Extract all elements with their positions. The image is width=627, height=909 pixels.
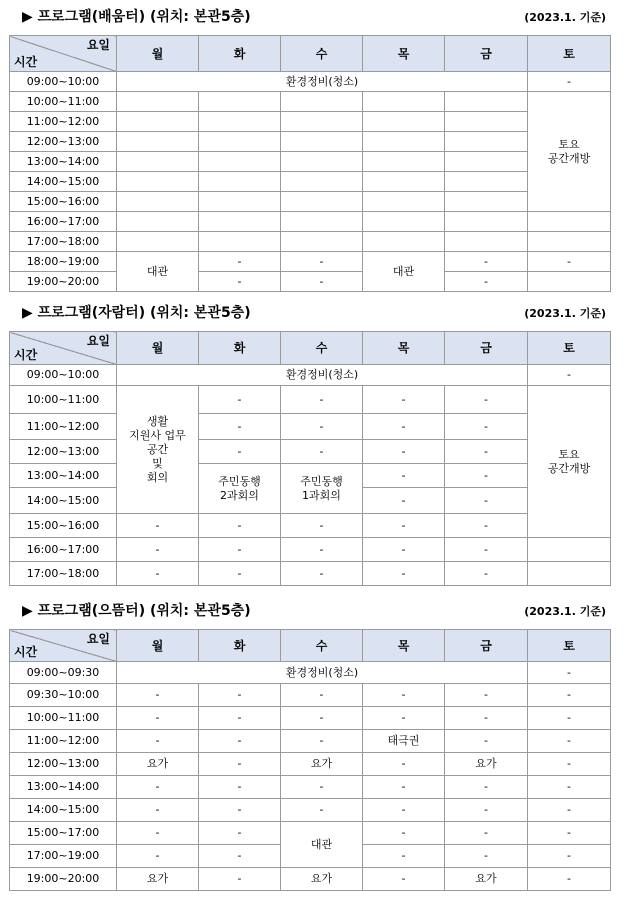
empty-marker: - bbox=[528, 753, 611, 776]
empty-marker: - bbox=[199, 252, 281, 272]
empty-marker: - bbox=[199, 845, 281, 868]
schedule-table bbox=[9, 35, 611, 292]
time-cell: 17:00~18:00 bbox=[10, 232, 117, 252]
day-header-mon: 월 bbox=[117, 332, 199, 365]
tue-meeting-cell: 주민동행 2과회의 bbox=[199, 464, 281, 514]
empty-marker: - bbox=[528, 822, 611, 845]
rental-cell: 대관 bbox=[281, 822, 363, 868]
day-header-thu: 목 bbox=[363, 630, 445, 662]
day-header-fri: 금 bbox=[445, 332, 528, 365]
time-cell: 14:00~15:00 bbox=[10, 488, 117, 514]
time-cell: 10:00~11:00 bbox=[10, 707, 117, 730]
schedule-cell bbox=[281, 232, 363, 252]
day-header-thu: 목 bbox=[363, 36, 445, 72]
time-cell: 12:00~13:00 bbox=[10, 440, 117, 464]
wed-meeting-cell: 주민동행 1과회의 bbox=[281, 464, 363, 514]
time-cell: 19:00~20:00 bbox=[10, 868, 117, 891]
empty-marker: - bbox=[445, 440, 528, 464]
empty-marker: - bbox=[281, 252, 363, 272]
corner-time-label: 시간 bbox=[14, 645, 38, 659]
empty-marker: - bbox=[199, 414, 281, 440]
time-cell: 09:00~10:00 bbox=[10, 365, 117, 386]
empty-marker: - bbox=[528, 868, 611, 891]
schedule-cell bbox=[117, 172, 199, 192]
rental-cell: 대관 bbox=[363, 252, 445, 292]
schedule-cell bbox=[528, 562, 611, 586]
empty-marker: - bbox=[281, 684, 363, 707]
table-corner-header bbox=[10, 36, 117, 72]
schedule-cell bbox=[445, 192, 528, 212]
schedule-table bbox=[9, 629, 611, 891]
yoga-cell: 요가 bbox=[445, 868, 528, 891]
time-cell: 13:00~14:00 bbox=[10, 776, 117, 799]
empty-marker: - bbox=[445, 562, 528, 586]
day-header-mon: 월 bbox=[117, 630, 199, 662]
schedule-cell bbox=[281, 92, 363, 112]
cleaning-cell: 환경정비(청소) bbox=[117, 662, 528, 684]
taekwondo-cell: 태극권 bbox=[363, 730, 445, 753]
empty-marker: - bbox=[281, 707, 363, 730]
table-corner-header bbox=[10, 630, 117, 662]
schedule-cell bbox=[199, 212, 281, 232]
schedule-cell bbox=[363, 112, 445, 132]
empty-marker: - bbox=[281, 799, 363, 822]
empty-marker: - bbox=[528, 707, 611, 730]
schedule-cell bbox=[363, 152, 445, 172]
corner-day-label: 요일 bbox=[86, 632, 110, 646]
section-title: ▶ 프로그램(으뜸터) (위치: 본관5층) bbox=[22, 603, 251, 619]
empty-marker: - bbox=[199, 514, 281, 538]
day-header-tue: 화 bbox=[199, 36, 281, 72]
empty-marker: - bbox=[117, 845, 199, 868]
day-header-tue: 화 bbox=[199, 332, 281, 365]
time-cell: 17:00~18:00 bbox=[10, 562, 117, 586]
schedule-cell bbox=[528, 538, 611, 562]
empty-marker: - bbox=[117, 684, 199, 707]
schedule-cell bbox=[281, 192, 363, 212]
schedule-cell bbox=[445, 112, 528, 132]
schedule-cell bbox=[528, 272, 611, 292]
empty-marker: - bbox=[199, 822, 281, 845]
empty-marker: - bbox=[528, 730, 611, 753]
rental-cell: 대관 bbox=[117, 252, 199, 292]
day-header-wed: 수 bbox=[281, 36, 363, 72]
schedule-cell bbox=[117, 132, 199, 152]
schedule-cell bbox=[281, 172, 363, 192]
schedule-cell bbox=[363, 232, 445, 252]
schedule-cell bbox=[117, 212, 199, 232]
empty-marker: - bbox=[117, 730, 199, 753]
time-cell: 15:00~16:00 bbox=[10, 192, 117, 212]
empty-marker: - bbox=[445, 514, 528, 538]
empty-marker: - bbox=[363, 488, 445, 514]
time-cell: 11:00~12:00 bbox=[10, 730, 117, 753]
schedule-cell bbox=[199, 112, 281, 132]
empty-marker: - bbox=[445, 464, 528, 488]
basis-date: (2023.1. 기준) bbox=[524, 307, 606, 320]
day-header-tue: 화 bbox=[199, 630, 281, 662]
schedule-cell bbox=[281, 212, 363, 232]
empty-marker: - bbox=[445, 488, 528, 514]
schedule-cell bbox=[199, 152, 281, 172]
schedule-cell bbox=[445, 172, 528, 192]
basis-date: (2023.1. 기준) bbox=[524, 605, 606, 618]
day-header-sat: 토 bbox=[528, 630, 611, 662]
empty-marker: - bbox=[281, 440, 363, 464]
empty-marker: - bbox=[445, 845, 528, 868]
time-cell: 09:00~09:30 bbox=[10, 662, 117, 684]
corner-day-label: 요일 bbox=[86, 334, 110, 348]
schedule-cell bbox=[199, 232, 281, 252]
saturday-open-cell: 토요 공간개방 bbox=[528, 386, 611, 538]
cleaning-cell: 환경정비(청소) bbox=[117, 72, 528, 92]
empty-marker: - bbox=[363, 868, 445, 891]
schedule-cell bbox=[363, 92, 445, 112]
time-cell: 13:00~14:00 bbox=[10, 152, 117, 172]
empty-marker: - bbox=[363, 799, 445, 822]
empty-marker: - bbox=[117, 776, 199, 799]
empty-marker: - bbox=[281, 538, 363, 562]
day-header-sat: 토 bbox=[528, 332, 611, 365]
empty-marker: - bbox=[117, 707, 199, 730]
empty-marker: - bbox=[199, 440, 281, 464]
section-title: ▶ 프로그램(배움터) (위치: 본관5층) bbox=[22, 9, 251, 25]
empty-marker: - bbox=[199, 799, 281, 822]
day-header-sat: 토 bbox=[528, 36, 611, 72]
empty-marker: - bbox=[528, 662, 611, 684]
empty-marker: - bbox=[445, 730, 528, 753]
schedule-cell bbox=[281, 112, 363, 132]
empty-marker: - bbox=[199, 707, 281, 730]
yoga-cell: 요가 bbox=[281, 753, 363, 776]
corner-day-label: 요일 bbox=[86, 38, 110, 52]
empty-marker: - bbox=[445, 799, 528, 822]
time-cell: 10:00~11:00 bbox=[10, 92, 117, 112]
saturday-open-cell: 토요 공간개방 bbox=[528, 92, 611, 212]
empty-marker: - bbox=[117, 514, 199, 538]
corner-time-label: 시간 bbox=[14, 55, 38, 69]
section-header bbox=[0, 300, 627, 324]
schedule-cell bbox=[445, 232, 528, 252]
empty-marker: - bbox=[445, 272, 528, 292]
time-cell: 17:00~19:00 bbox=[10, 845, 117, 868]
day-header-fri: 금 bbox=[445, 630, 528, 662]
empty-marker: - bbox=[281, 514, 363, 538]
empty-marker: - bbox=[199, 753, 281, 776]
schedule-cell bbox=[199, 172, 281, 192]
empty-marker: - bbox=[199, 538, 281, 562]
schedule-cell bbox=[117, 152, 199, 172]
schedule-table bbox=[9, 331, 611, 586]
empty-marker: - bbox=[445, 776, 528, 799]
empty-marker: - bbox=[363, 386, 445, 414]
section-header bbox=[0, 598, 627, 622]
empty-marker: - bbox=[363, 753, 445, 776]
schedule-cell bbox=[445, 152, 528, 172]
empty-marker: - bbox=[281, 272, 363, 292]
empty-marker: - bbox=[528, 252, 611, 272]
yoga-cell: 요가 bbox=[117, 868, 199, 891]
empty-marker: - bbox=[117, 799, 199, 822]
empty-marker: - bbox=[445, 252, 528, 272]
empty-marker: - bbox=[363, 776, 445, 799]
empty-marker: - bbox=[363, 845, 445, 868]
basis-date: (2023.1. 기준) bbox=[524, 11, 606, 24]
schedule-cell bbox=[117, 232, 199, 252]
corner-time-label: 시간 bbox=[14, 348, 38, 362]
empty-marker: - bbox=[528, 776, 611, 799]
time-cell: 12:00~13:00 bbox=[10, 753, 117, 776]
empty-marker: - bbox=[199, 776, 281, 799]
time-cell: 13:00~14:00 bbox=[10, 464, 117, 488]
day-header-thu: 목 bbox=[363, 332, 445, 365]
cleaning-cell: 환경정비(청소) bbox=[117, 365, 528, 386]
time-cell: 15:00~16:00 bbox=[10, 514, 117, 538]
schedule-cell bbox=[281, 152, 363, 172]
section-header bbox=[0, 4, 627, 28]
empty-marker: - bbox=[199, 386, 281, 414]
empty-marker: - bbox=[528, 365, 611, 386]
schedule-cell bbox=[117, 112, 199, 132]
time-cell: 14:00~15:00 bbox=[10, 172, 117, 192]
schedule-cell bbox=[117, 92, 199, 112]
day-header-fri: 금 bbox=[445, 36, 528, 72]
empty-marker: - bbox=[528, 799, 611, 822]
time-cell: 11:00~12:00 bbox=[10, 112, 117, 132]
empty-marker: - bbox=[445, 386, 528, 414]
empty-marker: - bbox=[281, 414, 363, 440]
empty-marker: - bbox=[281, 776, 363, 799]
day-header-wed: 수 bbox=[281, 630, 363, 662]
empty-marker: - bbox=[363, 538, 445, 562]
empty-marker: - bbox=[363, 562, 445, 586]
schedule-cell bbox=[363, 192, 445, 212]
empty-marker: - bbox=[445, 822, 528, 845]
empty-marker: - bbox=[445, 684, 528, 707]
schedule-cell bbox=[363, 212, 445, 232]
empty-marker: - bbox=[528, 72, 611, 92]
empty-marker: - bbox=[363, 684, 445, 707]
schedule-cell bbox=[199, 132, 281, 152]
schedule-cell bbox=[528, 232, 611, 252]
empty-marker: - bbox=[199, 272, 281, 292]
empty-marker: - bbox=[528, 845, 611, 868]
schedule-cell bbox=[445, 212, 528, 232]
empty-marker: - bbox=[445, 414, 528, 440]
time-cell: 11:00~12:00 bbox=[10, 414, 117, 440]
schedule-cell bbox=[445, 92, 528, 112]
empty-marker: - bbox=[363, 464, 445, 488]
yoga-cell: 요가 bbox=[281, 868, 363, 891]
empty-marker: - bbox=[363, 514, 445, 538]
time-cell: 19:00~20:00 bbox=[10, 272, 117, 292]
empty-marker: - bbox=[363, 707, 445, 730]
empty-marker: - bbox=[445, 538, 528, 562]
time-cell: 12:00~13:00 bbox=[10, 132, 117, 152]
empty-marker: - bbox=[363, 822, 445, 845]
empty-marker: - bbox=[199, 684, 281, 707]
time-cell: 14:00~15:00 bbox=[10, 799, 117, 822]
section-title: ▶ 프로그램(자람터) (위치: 본관5층) bbox=[22, 305, 251, 321]
empty-marker: - bbox=[117, 822, 199, 845]
day-header-mon: 월 bbox=[117, 36, 199, 72]
yoga-cell: 요가 bbox=[445, 753, 528, 776]
schedule-cell bbox=[199, 192, 281, 212]
schedule-cell bbox=[445, 132, 528, 152]
empty-marker: - bbox=[281, 730, 363, 753]
day-header-wed: 수 bbox=[281, 332, 363, 365]
empty-marker: - bbox=[281, 562, 363, 586]
time-cell: 16:00~17:00 bbox=[10, 212, 117, 232]
schedule-cell bbox=[363, 132, 445, 152]
empty-marker: - bbox=[445, 707, 528, 730]
schedule-cell bbox=[528, 212, 611, 232]
table-corner-header bbox=[10, 332, 117, 365]
schedule-cell bbox=[199, 92, 281, 112]
schedule-cell bbox=[363, 172, 445, 192]
time-cell: 10:00~11:00 bbox=[10, 386, 117, 414]
time-cell: 16:00~17:00 bbox=[10, 538, 117, 562]
time-cell: 18:00~19:00 bbox=[10, 252, 117, 272]
empty-marker: - bbox=[363, 414, 445, 440]
empty-marker: - bbox=[117, 538, 199, 562]
empty-marker: - bbox=[199, 562, 281, 586]
schedule-cell bbox=[281, 132, 363, 152]
empty-marker: - bbox=[281, 386, 363, 414]
empty-marker: - bbox=[199, 730, 281, 753]
empty-marker: - bbox=[199, 868, 281, 891]
empty-marker: - bbox=[117, 562, 199, 586]
empty-marker: - bbox=[528, 684, 611, 707]
mon-support-block: 생활 지원사 업무 공간 및 회의 bbox=[117, 386, 199, 514]
time-cell: 09:30~10:00 bbox=[10, 684, 117, 707]
yoga-cell: 요가 bbox=[117, 753, 199, 776]
time-cell: 09:00~10:00 bbox=[10, 72, 117, 92]
schedule-cell bbox=[117, 192, 199, 212]
empty-marker: - bbox=[363, 440, 445, 464]
time-cell: 15:00~17:00 bbox=[10, 822, 117, 845]
